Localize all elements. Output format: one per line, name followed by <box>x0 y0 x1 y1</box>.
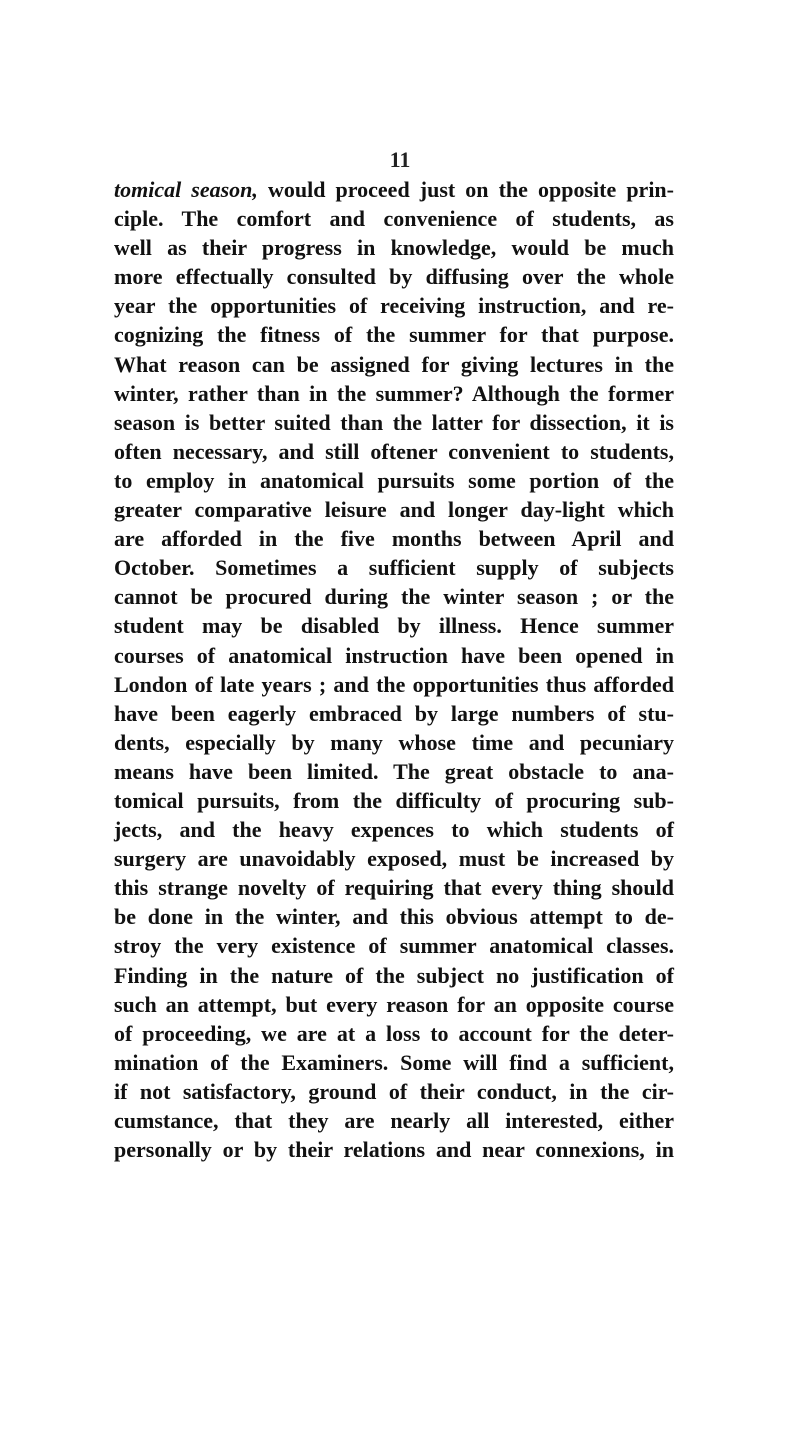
text-line <box>114 437 674 466</box>
text-line <box>114 582 674 611</box>
text-line <box>114 466 674 495</box>
text-line <box>114 699 674 728</box>
line-text: London of late years ; and the opportunities thus afforded <box>114 671 674 697</box>
text-line <box>114 728 674 757</box>
text-line <box>114 379 674 408</box>
line-text: stroy the very existence of summer anatomical classes. <box>114 933 674 959</box>
line-text: be done in the winter, and this obvious attempt to de- <box>114 904 674 930</box>
text-line <box>114 931 674 960</box>
line-text: would proceed just on the opposite prin- <box>257 177 674 202</box>
line-text: What reason can be assigned for giving lectures in the <box>114 351 674 377</box>
line-text: winter, rather than in the summer? Although the former <box>114 380 674 406</box>
body-text <box>114 175 674 1164</box>
text-line <box>114 320 674 349</box>
text-line <box>114 1048 674 1077</box>
text-line <box>114 175 674 204</box>
line-text: well as their progress in knowledge, would be much <box>114 235 674 261</box>
line-text: cognizing the fitness of the summer for that purpose. <box>114 322 674 348</box>
line-text: personally or by their relations and near connexions, in <box>114 1137 674 1163</box>
line-text: are afforded in the five months between April and <box>114 526 674 552</box>
text-line <box>114 233 674 262</box>
line-text: year the opportunities of receiving instruction, and re- <box>114 293 674 319</box>
text-line <box>114 815 674 844</box>
line-text: jects, and the heavy expences to which students of <box>114 817 674 843</box>
line-text: if not satisfactory, ground of their conduct, in the cir- <box>114 1078 674 1104</box>
line-text: cumstance, that they are nearly all interested, either <box>114 1108 674 1133</box>
text-line <box>114 611 674 640</box>
line-text: dents, especially by many whose time and pecuniary <box>114 729 674 755</box>
text-line <box>114 350 674 379</box>
text-line <box>114 670 674 699</box>
text-line <box>114 262 674 291</box>
line-text: tomical pursuits, from the difficulty of procuring sub- <box>114 787 674 813</box>
line-text: of proceeding, we are at a loss to account for the deter- <box>114 1020 674 1046</box>
line-text: student may be disabled by illness. Hence summer <box>114 613 674 639</box>
line-text: October. Sometimes a sufficient supply of subjects <box>114 555 674 581</box>
text-line <box>114 524 674 553</box>
text-line <box>114 786 674 815</box>
text-line <box>114 757 674 786</box>
line-text: to employ in anatomical pursuits some portion of the <box>114 467 674 493</box>
text-line <box>114 641 674 670</box>
line-text: surgery are unavoidably exposed, must be increased by <box>114 846 674 872</box>
text-line <box>114 408 674 437</box>
text-line <box>114 553 674 582</box>
text-line <box>114 495 674 524</box>
text-line <box>114 1135 674 1164</box>
text-line <box>114 291 674 320</box>
text-line <box>114 990 674 1019</box>
line-text: greater comparative leisure and longer day-light which <box>114 497 674 523</box>
line-text: often necessary, and still oftener convenient to students, <box>114 438 674 464</box>
line-text: Finding in the nature of the subject no justification of <box>114 962 674 988</box>
line-text: mination of the Examiners. Some will find a sufficient, <box>114 1049 674 1075</box>
text-line <box>114 844 674 873</box>
line-text: cannot be procured during the winter season ; or the <box>114 584 674 610</box>
text-line <box>114 961 674 990</box>
line-text: such an attempt, but every reason for an opposite course <box>114 991 674 1017</box>
line-text: have been eagerly embraced by large numbers of stu- <box>114 700 674 726</box>
text-line <box>114 1077 674 1106</box>
text-line <box>114 873 674 902</box>
text-line <box>114 902 674 931</box>
italic-phrase: tomical season, <box>114 177 258 202</box>
line-text: courses of anatomical instruction have been opened in <box>114 642 674 668</box>
text-line <box>114 204 674 233</box>
line-text: more effectually consulted by diffusing over the whole <box>114 264 674 290</box>
line-text: ciple. The comfort and convenience of students, as <box>114 206 674 232</box>
line-text: this strange novelty of requiring that every thing should <box>114 875 674 901</box>
text-line <box>114 1106 674 1135</box>
text-line <box>114 1019 674 1048</box>
line-text: means have been limited. The great obstacle to ana- <box>114 758 674 784</box>
line-text: season is better suited than the latter for dissection, it is <box>114 409 674 435</box>
page-number: 11 <box>389 147 411 172</box>
